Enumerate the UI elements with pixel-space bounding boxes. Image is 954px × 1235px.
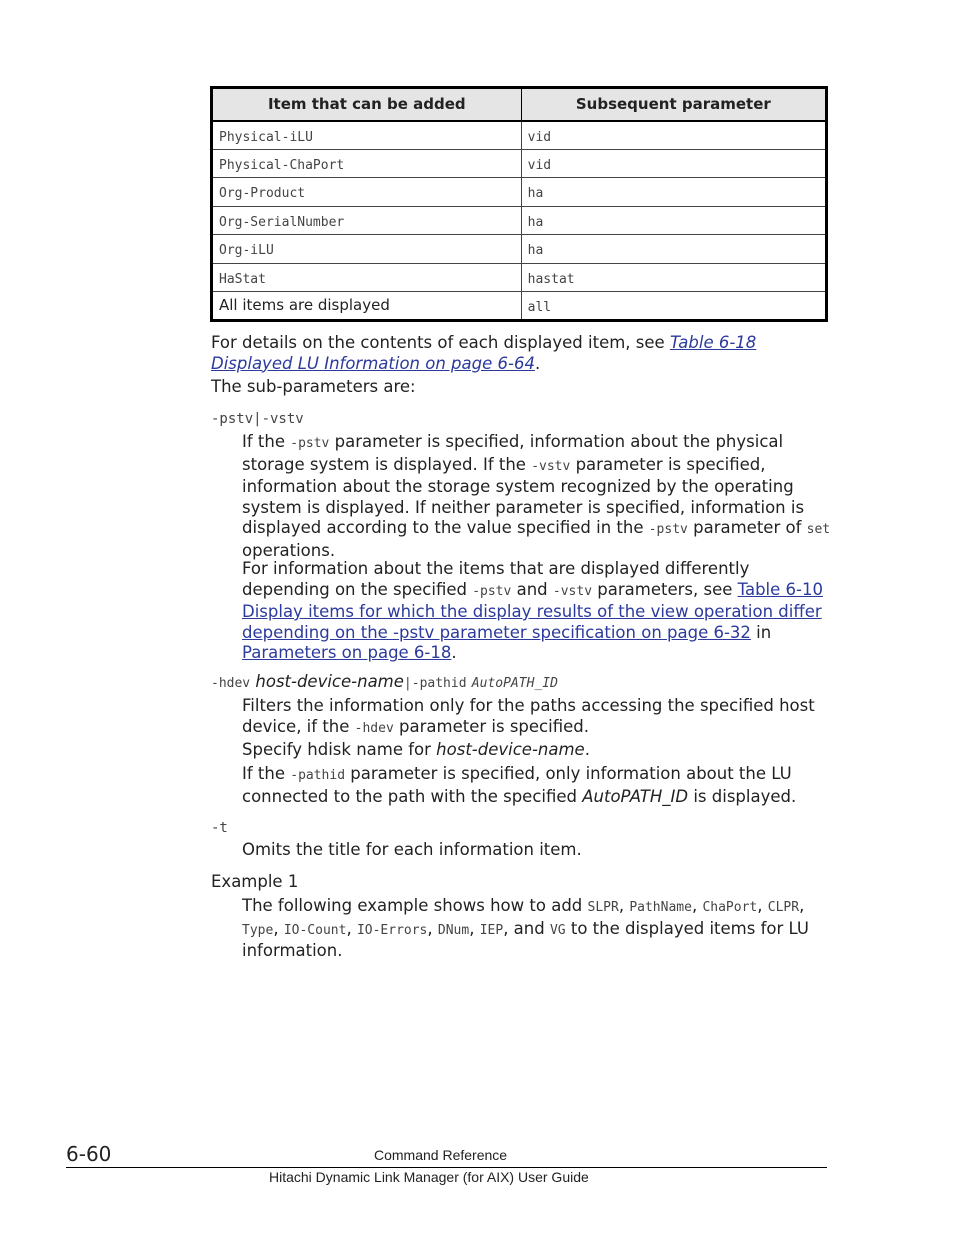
t-description: Omits the title for each information item. (242, 840, 582, 859)
table-cell-item: HaStat (219, 271, 266, 287)
hdev-description: Filters the information only for the paths accessing the specified host device, if the -hdev parameter is specified. (242, 696, 815, 736)
table-cell-param: vid (527, 157, 552, 173)
parameters-link[interactable]: Parameters on page 6-18 (242, 643, 452, 662)
table-cell-item: Org-Product (219, 186, 306, 202)
hdev-term: -hdev host-device-name|-pathid AutoPATH_ID (211, 672, 558, 691)
items-table (210, 86, 828, 322)
section-title: Command Reference (374, 1147, 508, 1163)
table-cell-item: Org-iLU (219, 243, 274, 259)
pstv-description: If the -pstv parameter is specified, information about the physical storage system is displayed. If the -vstv parameter is specified, information about the storage system recognized by the operating system is displayed. If neither parameter is specified, information is displayed according to the value specified in the -pstv parameter of set operations. (242, 432, 831, 560)
table-row (212, 121, 827, 150)
table-cell-param: all (527, 299, 552, 315)
page-number: 6-60 (66, 1142, 112, 1166)
table-row (212, 206, 827, 235)
table-cell-param: ha (527, 243, 544, 259)
table-header-row (212, 88, 827, 121)
table-row (212, 178, 827, 207)
footer-divider (66, 1167, 827, 1168)
table-6-18-link[interactable]: Table 6-18 Displayed LU Information on page 6-64 (211, 333, 757, 373)
example-heading: Example 1 (211, 872, 299, 891)
pstv-info-paragraph: For information about the items that are displayed differently depending on the specified -pstv and -vstv parameters, see Table 6-10 Display items for which the display results of the view operation differ depending on the -pstv parameter specification on page 6-32 in Parameters on page 6-18. (242, 559, 823, 662)
table-cell-param: hastat (527, 271, 575, 287)
pstv-term: -pstv|-vstv (211, 411, 304, 427)
table-row (212, 235, 827, 264)
table-cell-item: All items are displayed (212, 292, 522, 321)
table-6-10-link[interactable]: Table 6-10 Display items for which the display results of the view operation differ depending on the -pstv parameter specification on page 6-32 (242, 579, 823, 642)
pathid-description: If the -pathid parameter is specified, only information about the LU connected to the path with the specified AutoPATH_ID is displayed. (242, 764, 797, 806)
hdev-specify: Specify hdisk name for host-device-name. (242, 740, 590, 759)
table-header-param: Subsequent parameter (521, 88, 826, 121)
t-term: -t (211, 820, 228, 836)
table-cell-item: Physical-ChaPort (219, 157, 345, 173)
table-cell-param: ha (527, 186, 544, 202)
book-title: Hitachi Dynamic Link Manager (for AIX) User Guide (269, 1169, 589, 1185)
table-row (212, 292, 827, 321)
details-paragraph: For details on the contents of each displayed item, see Table 6-18 Displayed LU Information on page 6-64. (211, 333, 757, 373)
table-row (212, 149, 827, 178)
table-cell-item: Org-SerialNumber (219, 214, 345, 230)
example-description: The following example shows how to add SLPR, PathName, ChaPort, CLPR, Type, IO-Count, IO-Errors, DNum, IEP, and VG to the displayed items for LU information. (242, 896, 809, 960)
table-cell-item: Physical-iLU (219, 129, 313, 145)
table-header-item: Item that can be added (212, 88, 522, 121)
subparams-intro: The sub-parameters are: (211, 377, 416, 396)
table-cell-param: vid (527, 129, 552, 145)
table-cell-param: ha (527, 214, 544, 230)
table-row (212, 263, 827, 292)
